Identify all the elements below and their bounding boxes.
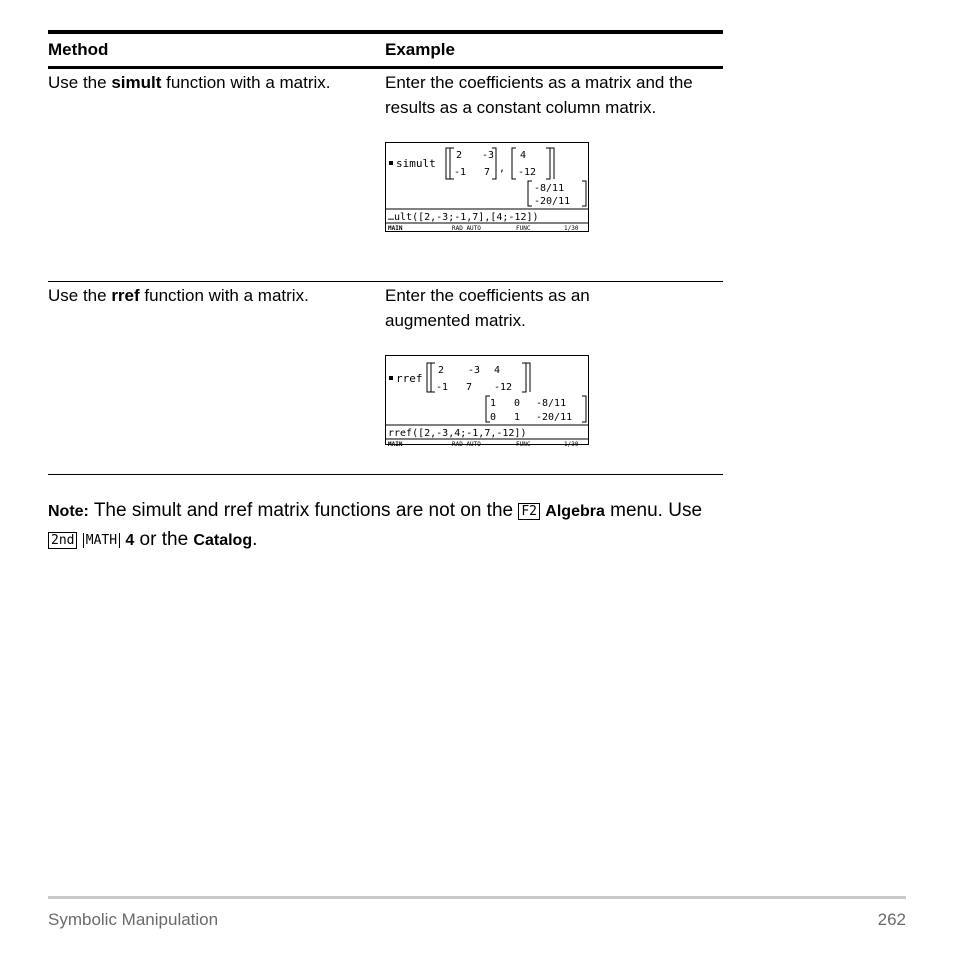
matrix-entry: -3 bbox=[468, 365, 481, 376]
key-number: 4 bbox=[125, 532, 135, 549]
matrix-entry: 4 bbox=[520, 150, 527, 161]
result-entry: 0 bbox=[490, 412, 497, 423]
result-entry: -20/11 bbox=[536, 412, 573, 423]
calculator-screen bbox=[385, 142, 589, 232]
status-count: 1/30 bbox=[564, 225, 579, 231]
method-text: function with a matrix. bbox=[139, 286, 309, 305]
result-entry: -8/11 bbox=[536, 398, 567, 409]
key-2nd: 2nd bbox=[48, 532, 77, 549]
matrix-entry: 2 bbox=[456, 150, 463, 161]
catalog-name: Catalog bbox=[193, 532, 253, 549]
entry-bullet bbox=[389, 161, 393, 165]
header-method: Method bbox=[48, 40, 109, 59]
footer-section: Symbolic Manipulation bbox=[48, 910, 219, 929]
matrix-entry: -12 bbox=[518, 167, 537, 178]
table-header bbox=[48, 34, 723, 66]
method-text: Use the bbox=[48, 286, 112, 305]
key-f2: F2 bbox=[518, 503, 540, 520]
footer-rule bbox=[48, 896, 906, 899]
matrix-entry: -1 bbox=[454, 167, 467, 178]
status-mode: MAIN bbox=[388, 225, 403, 231]
status-graph: FUNC bbox=[516, 441, 531, 448]
entry-function: rref bbox=[396, 372, 423, 385]
matrix-entry: 7 bbox=[484, 167, 491, 178]
table-row bbox=[48, 69, 723, 281]
status-graph: FUNC bbox=[516, 225, 531, 231]
status-angle: RAD AUTO bbox=[452, 225, 481, 231]
entry-bullet bbox=[389, 376, 393, 380]
key-math: MATH bbox=[83, 533, 120, 548]
note-paragraph bbox=[48, 497, 848, 555]
note-text: or the bbox=[134, 529, 194, 550]
header-example: Example bbox=[385, 40, 455, 59]
page-number: 262 bbox=[877, 910, 906, 929]
note-text: The simult and rref matrix functions are not on the bbox=[88, 500, 519, 521]
matrix-entry: 7 bbox=[466, 382, 473, 393]
example-cell bbox=[385, 282, 723, 474]
table-bottom-rule bbox=[48, 474, 723, 475]
status-angle: RAD AUTO bbox=[452, 441, 481, 448]
status-count: 1/30 bbox=[564, 441, 579, 448]
method-cell bbox=[48, 69, 385, 281]
result-entry: -8/11 bbox=[534, 183, 565, 194]
function-name: rref bbox=[111, 286, 140, 305]
svg-text:,: , bbox=[499, 163, 506, 174]
menu-name: Algebra bbox=[545, 503, 605, 520]
result-entry: -20/11 bbox=[534, 196, 571, 207]
method-cell bbox=[48, 282, 385, 474]
table-row bbox=[48, 282, 723, 474]
note-label: Note: bbox=[48, 503, 89, 520]
example-text: Enter the coefficients as an augmented matrix. bbox=[385, 286, 590, 330]
matrix-entry: 4 bbox=[494, 365, 501, 376]
method-text: Use the bbox=[48, 73, 112, 92]
entry-function: simult bbox=[396, 157, 436, 170]
calculator-screen bbox=[385, 355, 589, 448]
example-cell bbox=[385, 69, 723, 281]
note-text: . bbox=[252, 529, 258, 550]
matrix-entry: -3 bbox=[482, 150, 495, 161]
result-entry: 0 bbox=[514, 398, 521, 409]
history-line: …ult([2,-3;-1,7],[4;-12]) bbox=[388, 212, 539, 223]
status-mode: MAIN bbox=[388, 441, 403, 448]
method-text: function with a matrix. bbox=[161, 73, 331, 92]
example-text: Enter the coefficients as a matrix and the results as a constant column matrix. bbox=[385, 73, 693, 117]
matrix-entry: -12 bbox=[494, 382, 513, 393]
note-text: menu. Use bbox=[604, 500, 703, 521]
result-entry: 1 bbox=[514, 412, 521, 423]
history-line: rref([2,-3,4;-1,7,-12]) bbox=[388, 428, 527, 439]
matrix-entry: -1 bbox=[436, 382, 449, 393]
methods-table bbox=[48, 30, 723, 475]
function-name: simult bbox=[111, 73, 162, 92]
result-entry: 1 bbox=[490, 398, 497, 409]
matrix-entry: 2 bbox=[438, 365, 445, 376]
